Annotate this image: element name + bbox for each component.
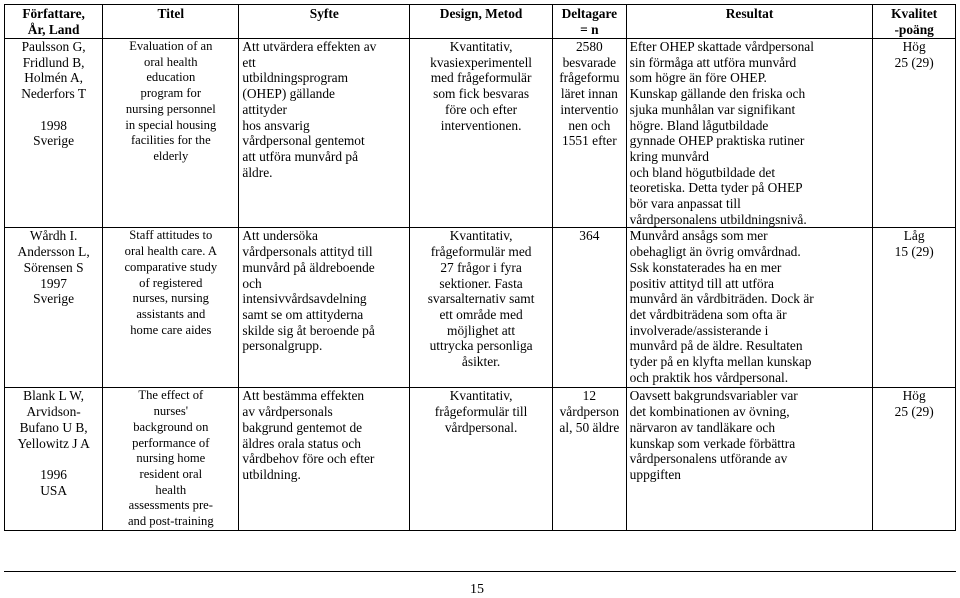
- cell-design: Kvantitativ, kvasiexperimentell med frågeformulär som fick besvaras före och efter interventionen.: [410, 39, 553, 228]
- cell-result: Efter OHEP skattade vårdpersonal sin förmåga att utföra munvård som högre än före OHEP. Kunskap gällande den friska och sjuka munhålan var signifikant högre. Bland lågutbildade gynnade OHEP praktiska rutiner kring munvård och bland högutbildade det teoretiska. Detta tyder på OHEP bör vara anpassat till vårdpersonalens utbildningsnivå.: [626, 39, 873, 228]
- cell-result: Munvård ansågs som mer obehagligt än övrig omvårdnad. Ssk konstaterades ha en mer positiv attityd till att utföra munvård än vårdbiträden. Dock är det vårdbiträdena som ofta är involverade/assisterande i munvård på de äldre. Resultaten tyder på en klyfta mellan kunskap och praktik hos vårdpersonal.: [626, 228, 873, 388]
- cell-title: Evaluation of an oral health education program for nursing personnel in special housing facilities for the elderly: [103, 39, 239, 228]
- page-number: 15: [470, 582, 484, 597]
- cell-author: Wårdh I. Andersson L, Sörensen S 1997 Sverige: [5, 228, 103, 388]
- cell-title: The effect of nurses' background on performance of nursing home resident oral health assessments pre- and post-training: [103, 388, 239, 531]
- cell-purpose: Att bestämma effekten av vårdpersonals bakgrund gentemot de äldres orala status och vårdbehov före och efter utbildning.: [239, 388, 410, 531]
- header-quality: Kvalitet -poäng: [873, 5, 956, 39]
- cell-result: Oavsett bakgrundsvariabler var det kombinationen av övning, närvaron av tandläkare och kunskap som verkade förbättra vårdpersonalens utförande av uppgiften: [626, 388, 873, 531]
- cell-purpose: Att undersöka vårdpersonals attityd till munvård på äldreboende och intensivvårdsavdelning samt se om attityderna skilde sig åt beroende på personalgrupp.: [239, 228, 410, 388]
- header-author: Författare, År, Land: [5, 5, 103, 39]
- literature-review-table: [4, 4, 956, 531]
- table-header-row: [5, 5, 956, 39]
- header-result: Resultat: [626, 5, 873, 39]
- cell-participants: 12 vårdperson al, 50 äldre: [553, 388, 627, 531]
- cell-quality: Låg 15 (29): [873, 228, 956, 388]
- cell-participants: 364: [553, 228, 627, 388]
- table-row: [5, 39, 956, 228]
- cell-design: Kvantitativ, frågeformulär med 27 frågor i fyra sektioner. Fasta svarsalternativ samt ett område med möjlighet att uttrycka personliga åsikter.: [410, 228, 553, 388]
- cell-author: Blank L W, Arvidson- Bufano U B, Yellowitz J A 1996 USA: [5, 388, 103, 531]
- cell-participants: 2580 besvarade frågeformu läret innan interventio nen och 1551 efter: [553, 39, 627, 228]
- cell-quality: Hög 25 (29): [873, 388, 956, 531]
- footer-divider: [4, 571, 956, 572]
- cell-design: Kvantitativ, frågeformulär till vårdpersonal.: [410, 388, 553, 531]
- header-purpose: Syfte: [239, 5, 410, 39]
- cell-purpose: Att utvärdera effekten av ett utbildningsprogram (OHEP) gällande attityder hos ansvarig vårdpersonal gentemot att utföra munvård på äldre.: [239, 39, 410, 228]
- table-row: [5, 228, 956, 388]
- header-design: Design, Metod: [410, 5, 553, 39]
- cell-quality: Hög 25 (29): [873, 39, 956, 228]
- cell-title: Staff attitudes to oral health care. A comparative study of registered nurses, nursing assistants and home care aides: [103, 228, 239, 388]
- header-title: Titel: [103, 5, 239, 39]
- table-row: [5, 388, 956, 531]
- header-participants: Deltagare = n: [553, 5, 627, 39]
- cell-author: Paulsson G, Fridlund B, Holmén A, Nederfors T 1998 Sverige: [5, 39, 103, 228]
